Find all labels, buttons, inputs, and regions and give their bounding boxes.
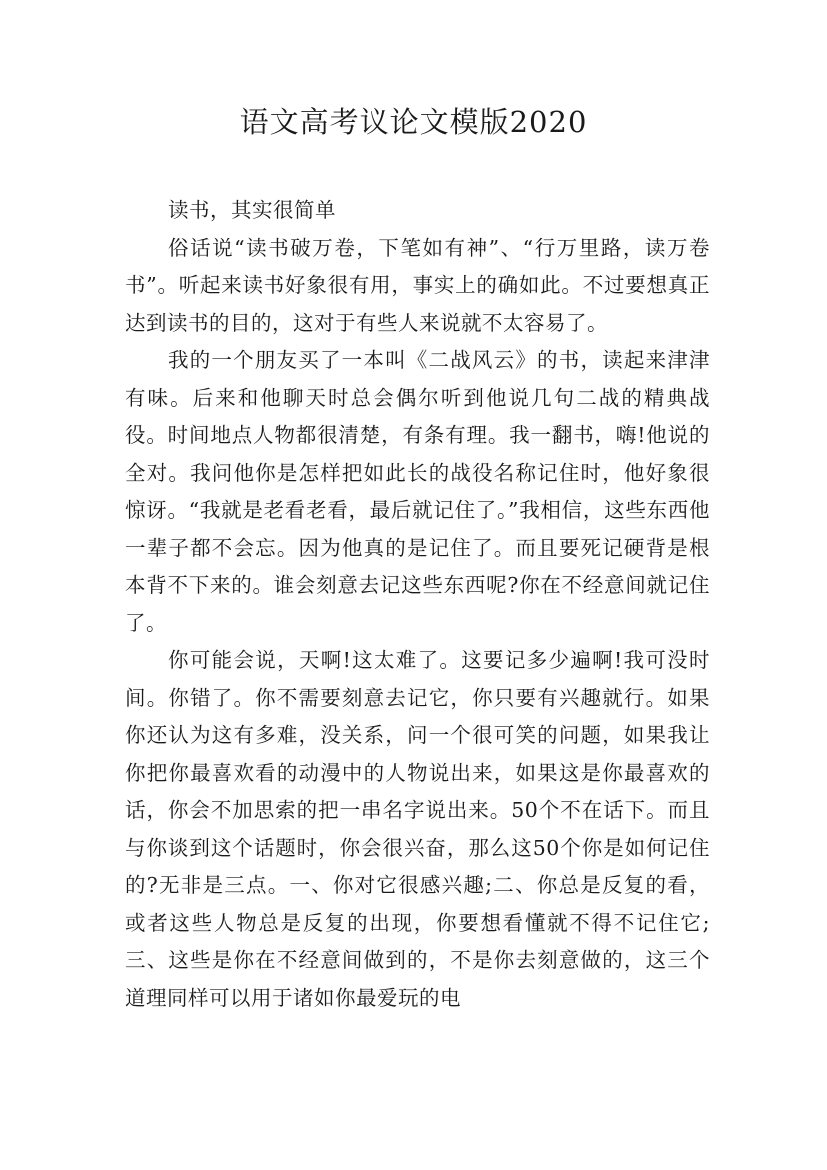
document-body bbox=[125, 192, 710, 1017]
essay-subtitle: 读书，其实很简单 bbox=[168, 198, 336, 222]
paragraph-2: 我的一个朋友买了一本叫《二战风云》的书，读起来津津有味。后来和他聊天时总会偶尔听到他说几句二战的精典战役。时间地点人物都很清楚，有条有理。我一翻书，嗨!他说的全对。我问他你是怎样把如此长的战役名称记住时，他好象很惊讶。“我就是老看老看，最后就记住了。”我相信，这些东西他一辈子都不会忘。因为他真的是记住了。而且要死记硬背是根本背不下来的。谁会刻意去记这些东西呢?你在不经意间就记住了。 bbox=[125, 348, 710, 635]
paragraph-3: 你可能会说，天啊!这太难了。这要记多少遍啊!我可没时间。你错了。你不需要刻意去记它，你只要有兴趣就行。如果你还认为这有多难，没关系，问一个很可笑的问题，如果我让你把你最喜欢看的动漫中的人物说出来，如果这是你最喜欢的话，你会不加思索的把一串名字说出来。50个不在话下。而且与你谈到这个话题时，你会很兴奋，那么这50个你是如何记住的?无非是三点。一、你对它很感兴趣;二、你总是反复的看，或者这些人物总是反复的出现，你要想看懂就不得不记住它;三、这些是你在不经意间做到的，不是你去刻意做的，这三个道理同样可以用于诸如你最爱玩的电 bbox=[125, 648, 710, 1010]
document-title: 语文高考议论文模版2020 bbox=[239, 105, 588, 139]
paragraph-1: 俗话说“读书破万卷，下笔如有神”、“行万里路，读万卷书”。听起来读书好象很有用，事实上的确如此。不过要想真正达到读书的目的，这对于有些人来说就不太容易了。 bbox=[125, 235, 710, 335]
